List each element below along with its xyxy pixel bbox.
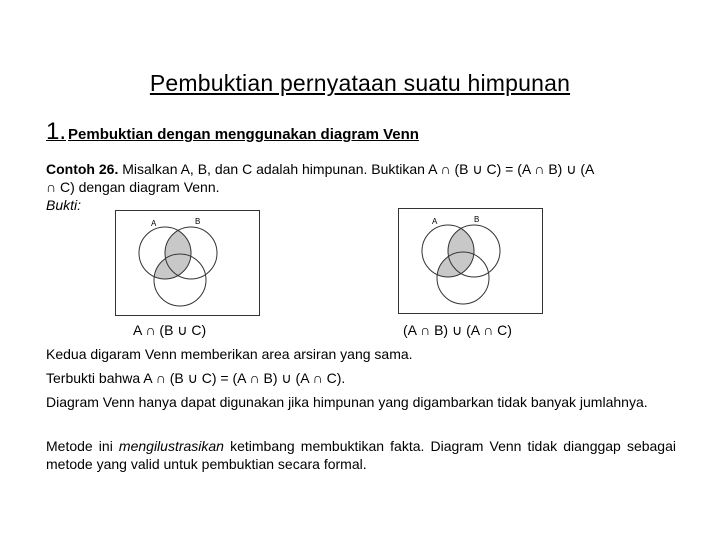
venn-diagram-left — [115, 210, 260, 316]
example-label: Contoh 26. — [46, 161, 119, 177]
proof-label: Bukti: — [46, 197, 82, 213]
body-paragraph-3: Diagram Venn hanya dapat digunakan jika himpunan yang digambarkan tidak banyak jumlahnya. — [46, 394, 648, 410]
shaded-region — [154, 227, 217, 306]
shaded-region — [437, 225, 500, 304]
section-heading — [46, 118, 419, 146]
venn-diagram-right — [398, 208, 543, 314]
example-text-line2: ∩ C) dengan diagram Venn. — [46, 179, 220, 195]
body-paragraph-1: Kedua digaram Venn memberikan area arsiran yang sama. — [46, 346, 413, 362]
example-text-line1: Misalkan A, B, dan C adalah himpunan. Buktikan A ∩ (B ∪ C) = (A ∩ B) ∪ (A — [122, 161, 595, 177]
body-paragraph-2: Terbukti bahwa A ∩ (B ∪ C) = (A ∩ B) ∪ (A ∩ C). — [46, 370, 346, 386]
body-paragraph-4 — [46, 437, 676, 473]
body-paragraph-4-pre: Metode ini — [46, 438, 119, 454]
page-title: Pembuktian pernyataan suatu himpunan — [149, 70, 571, 96]
label-b: B — [195, 217, 201, 226]
body-paragraph-4-italic: mengilustrasikan — [118, 438, 224, 454]
section-number: 1. — [46, 118, 67, 145]
caption-right: (A ∩ B) ∪ (A ∩ C) — [403, 322, 512, 338]
label-a: A — [432, 217, 438, 226]
section-heading-text: Pembuktian dengan menggunakan diagram Venn — [68, 126, 419, 143]
caption-left: A ∩ (B ∪ C) — [133, 322, 207, 338]
label-a: A — [151, 219, 157, 228]
example-paragraph — [46, 160, 676, 214]
label-b: B — [474, 215, 480, 224]
body-paragraph-4-post: ketimbang membuktikan fakta. Diagram Venn tidak dianggap sebagai metode yang valid untuk pembuktian secara formal. — [46, 438, 676, 472]
